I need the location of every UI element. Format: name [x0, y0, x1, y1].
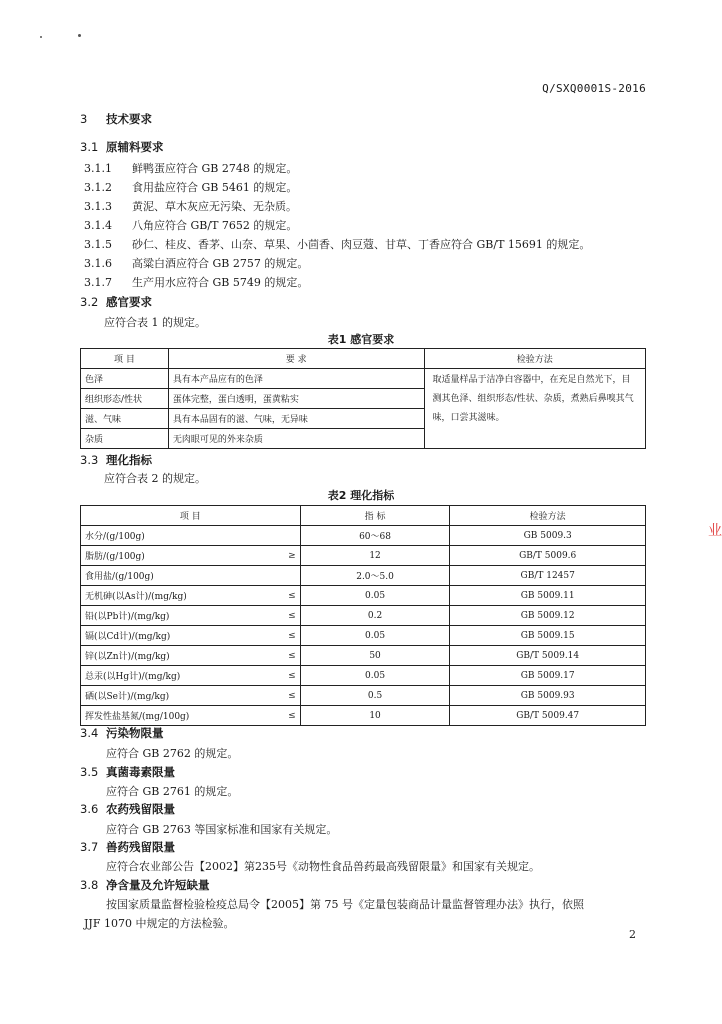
section-3-4-heading: [80, 725, 164, 741]
table-cell-item: 水分/(g/100g): [81, 526, 271, 546]
table-cell-item: 脂肪/(g/100g): [81, 546, 271, 566]
section-3-2-heading: [80, 294, 152, 310]
clause-text: 鲜鸭蛋应符合 GB 2748 的规定。: [132, 162, 298, 175]
section-title: 真菌毒素限量: [106, 765, 175, 779]
table-cell-method: GB 5009.11: [450, 586, 646, 606]
clause-number: 3.1.7: [84, 276, 112, 289]
clause-number: 3.1.5: [84, 238, 112, 251]
section-3-3-heading: [80, 452, 152, 468]
clause-3-1-4: [84, 217, 297, 233]
table-header-cell: 检验方法: [450, 506, 646, 526]
section-3-5-heading: [80, 764, 175, 780]
table-row: [81, 526, 646, 546]
section-3-7-heading: [80, 839, 175, 855]
clause-text: 砂仁、桂皮、香茅、山奈、草果、小茴香、肉豆蔻、甘草、丁香应符合 GB/T 15691 的规定。: [132, 238, 591, 251]
table-cell-value: 12: [300, 546, 450, 566]
table-row: [81, 586, 646, 606]
section-3-6-heading: [80, 801, 175, 817]
table-cell-value: 60～68: [300, 526, 450, 546]
table-cell-symbol: [270, 566, 300, 586]
section-3-5-text: 应符合 GB 2761 的规定。: [106, 785, 239, 798]
table-row: [81, 606, 646, 626]
table-header-row: [81, 506, 646, 526]
table-cell-symbol: ≤: [270, 606, 300, 626]
table-row: [81, 546, 646, 566]
table-2-physicochemical: [80, 505, 646, 726]
table-cell-method: GB/T 5009.6: [450, 546, 646, 566]
table-header-cell: 指 标: [300, 506, 450, 526]
section-title: 净含量及允许短缺量: [106, 878, 210, 892]
table-cell-item: 镉(以Cd计)/(mg/kg): [81, 626, 271, 646]
table-cell-value: 50: [300, 646, 450, 666]
section-number: 3.8: [80, 878, 99, 892]
section-3-heading: [80, 111, 152, 127]
section-number: 3.6: [80, 802, 99, 816]
table-cell-symbol: ≥: [270, 546, 300, 566]
clause-number: 3.1.4: [84, 219, 112, 232]
table-row: [81, 646, 646, 666]
table-cell-value: 2.0～5.0: [300, 566, 450, 586]
section-3-4-text: 应符合 GB 2762 的规定。: [106, 747, 239, 760]
clause-text: 八角应符合 GB/T 7652 的规定。: [132, 219, 298, 232]
table-1-sensory: [80, 348, 646, 449]
section-3-3-text: 应符合表 2 的规定。: [104, 472, 206, 485]
section-number: 3.2: [80, 295, 99, 309]
table-cell-method: GB 5009.15: [450, 626, 646, 646]
clause-number: 3.1.1: [84, 162, 112, 175]
table-row: [81, 566, 646, 586]
section-title: 污染物限量: [106, 726, 164, 740]
clause-text: 黄泥、草木灰应无污染、无杂质。: [132, 200, 297, 213]
table-1-caption: 表1 感官要求: [327, 333, 395, 346]
clause-3-1-7: [84, 274, 308, 290]
clause-3-1-3: [84, 198, 297, 214]
table-cell-value: 0.05: [300, 626, 450, 646]
table-cell-item: 总汞(以Hg计)/(mg/kg): [81, 666, 271, 686]
table-cell-item: 滋、气味: [81, 409, 169, 429]
clause-text: 高粱白酒应符合 GB 2757 的规定。: [132, 257, 309, 270]
section-3-7-text: 应符合农业部公告【2002】第235号《动物性食品兽药最高残留限量》和国家有关规定。: [106, 860, 540, 873]
table-cell-requirement: 具有本产品应有的色泽: [168, 369, 424, 389]
table-cell-method: GB/T 5009.14: [450, 646, 646, 666]
clause-3-1-6: [84, 255, 308, 271]
section-title: 感官要求: [106, 295, 152, 309]
table-cell-symbol: ≤: [270, 666, 300, 686]
table-header-cell: 项 目: [81, 506, 301, 526]
table-header-row: [81, 349, 646, 369]
table-cell-value: 0.5: [300, 686, 450, 706]
section-number: 3: [80, 112, 88, 126]
table-cell-method: GB 5009.93: [450, 686, 646, 706]
table-cell-symbol: ≤: [270, 706, 300, 726]
table-header-cell: 要 求: [168, 349, 424, 369]
clause-number: 3.1.6: [84, 257, 112, 270]
seal-stamp-fragment: 业: [708, 523, 722, 539]
table-cell-requirement: 无肉眼可见的外来杂质: [168, 429, 424, 449]
table-cell-item: 杂质: [81, 429, 169, 449]
table-row: [81, 666, 646, 686]
page-number: 2: [629, 928, 636, 941]
table-cell-item: 无机砷(以As计)/(mg/kg): [81, 586, 271, 606]
table-cell-method: 取适量样品于洁净白容器中，在充足自然光下，目测其色泽、组织形态/性状、杂质，煮熟后鼻嗅其气味，口尝其滋味。: [424, 369, 645, 449]
scan-speck: [78, 34, 81, 37]
table-cell-symbol: ≤: [270, 646, 300, 666]
table-cell-requirement: 具有本品固有的滋、气味，无异味: [168, 409, 424, 429]
table-cell-value: 0.2: [300, 606, 450, 626]
table-cell-item: 锌(以Zn计)/(mg/kg): [81, 646, 271, 666]
section-title: 理化指标: [106, 453, 152, 467]
table-row: [81, 686, 646, 706]
section-number: 3.5: [80, 765, 99, 779]
table-cell-item: 铅(以Pb计)/(mg/kg): [81, 606, 271, 626]
table-cell-value: 10: [300, 706, 450, 726]
section-3-8-text-continued: JJF 1070 中规定的方法检验。: [84, 917, 235, 930]
section-title: 农药残留限量: [106, 802, 175, 816]
section-title: 原辅料要求: [106, 140, 164, 154]
table-cell-item: 挥发性盐基氮/(mg/100g): [81, 706, 271, 726]
clause-3-1-1: [84, 160, 297, 176]
section-number: 3.4: [80, 726, 99, 740]
clause-text: 食用盐应符合 GB 5461 的规定。: [132, 181, 298, 194]
table-cell-method: GB 5009.3: [450, 526, 646, 546]
table-cell-method: GB 5009.17: [450, 666, 646, 686]
table-cell-method: GB/T 12457: [450, 566, 646, 586]
clause-3-1-5: [84, 236, 590, 252]
clause-number: 3.1.2: [84, 181, 112, 194]
table-cell-symbol: ≤: [270, 586, 300, 606]
clause-text: 生产用水应符合 GB 5749 的规定。: [132, 276, 309, 289]
table-cell-method: GB/T 5009.47: [450, 706, 646, 726]
table-row: [81, 706, 646, 726]
section-number: 3.7: [80, 840, 99, 854]
scan-speck: [40, 36, 42, 38]
section-3-1-heading: [80, 139, 164, 155]
section-3-2-text: 应符合表 1 的规定。: [104, 316, 206, 329]
standard-code: Q/SXQ0001S-2016: [542, 82, 646, 95]
table-cell-symbol: ≤: [270, 626, 300, 646]
table-row: [81, 369, 646, 389]
clause-3-1-2: [84, 179, 297, 195]
section-3-8-text: 按国家质量监督检验检疫总局令【2005】第 75 号《定量包装商品计量监督管理办法》执行，依照: [106, 898, 584, 911]
table-cell-method: GB 5009.12: [450, 606, 646, 626]
section-3-6-text: 应符合 GB 2763 等国家标准和国家有关规定。: [106, 823, 338, 836]
table-header-cell: 检验方法: [424, 349, 645, 369]
table-cell-requirement: 蛋体完整，蛋白透明，蛋黄粘实: [168, 389, 424, 409]
table-2-caption: 表2 理化指标: [327, 489, 395, 502]
table-header-cell: 项 目: [81, 349, 169, 369]
section-title: 兽药残留限量: [106, 840, 175, 854]
table-cell-item: 食用盐/(g/100g): [81, 566, 271, 586]
table-cell-value: 0.05: [300, 586, 450, 606]
section-title: 技术要求: [106, 112, 152, 126]
clause-number: 3.1.3: [84, 200, 112, 213]
table-cell-symbol: [270, 526, 300, 546]
table-cell-item: 硒(以Se计)/(mg/kg): [81, 686, 271, 706]
table-cell-value: 0.05: [300, 666, 450, 686]
table-cell-item: 组织形态/性状: [81, 389, 169, 409]
table-cell-symbol: ≤: [270, 686, 300, 706]
section-3-8-heading: [80, 877, 210, 893]
section-number: 3.1: [80, 140, 99, 154]
section-number: 3.3: [80, 453, 99, 467]
table-row: [81, 626, 646, 646]
table-cell-item: 色泽: [81, 369, 169, 389]
